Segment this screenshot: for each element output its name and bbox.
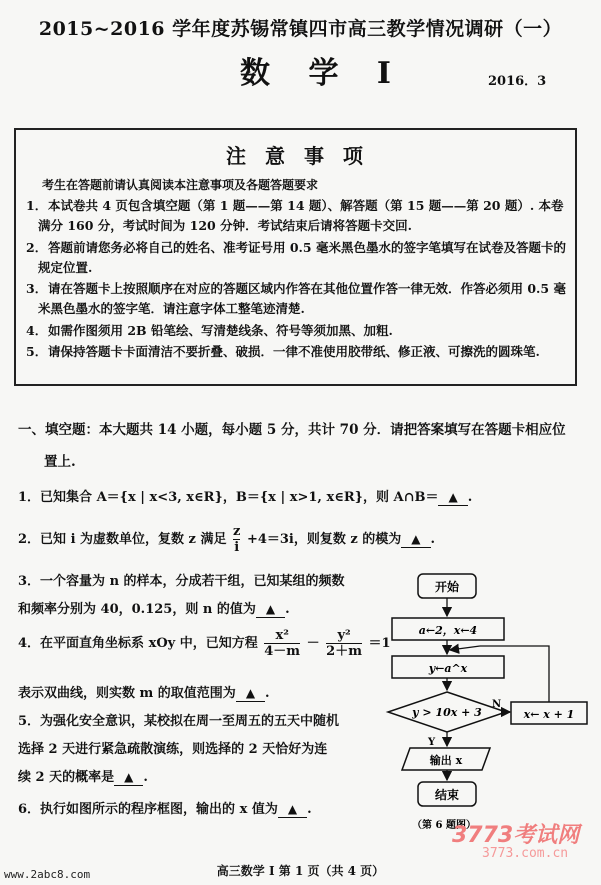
section-heading [18,414,578,478]
end-label: 结束 [434,788,460,802]
question-6: 6．执行如图所示的程序框图，输出的 x 值为 ▲ . [18,802,312,817]
notice-item [26,342,566,362]
watermark-logo: 3773考试网 [452,823,580,848]
question-6-text: 6．执行如图所示的程序框图，输出的 x 值为 [18,802,278,817]
question-2-pre: 2．已知 i 为虚数单位，复数 z 满足 [18,532,227,547]
question-2-post: +4＝3i，则复数 z 的模为 [246,532,402,547]
fraction-numerator: y² [326,628,362,644]
notice-item-number: 1． [26,198,48,213]
blank-triangle-icon: ▲ [448,490,458,504]
fraction-numerator: x² [264,628,300,644]
fraction-numerator: z [233,524,241,539]
question-5-line3: 续 2 天的概率是 ▲ . [18,770,148,785]
answer-blank [438,490,467,506]
answer-blank [401,532,430,548]
fraction-denominator: i [234,540,240,555]
fraction-z-over-i [233,524,240,555]
notice-box [14,128,577,386]
question-4-line2: 表示双曲线，则实数 m 的取值范围为 ▲ . [18,686,270,701]
question-4-line1 [18,628,391,659]
answer-blank [278,802,307,818]
blank-triangle-icon: ▲ [265,602,276,616]
notice-intro: 考生在答题前请认真阅读本注意事项及各题答题要求 [42,178,319,192]
start-label: 开始 [434,580,460,594]
question-4-pre: 4．在平面直角坐标系 xOy 中，已知方程 [18,636,258,651]
question-4-text: 表示双曲线，则实数 m 的取值范围为 [18,686,236,701]
fraction-denominator: 2＋m [326,644,362,659]
question-5-line1: 5．为强化安全意识，某校拟在周一至周五的五天中随机 [18,714,340,729]
question-3-line1: 3．一个容量为 n 的样本，分成若干组，已知某组的频数 [18,574,345,589]
answer-blank [236,686,265,702]
notice-item-number: 4． [26,322,48,338]
answer-blank [256,602,285,618]
minus-sign: － [306,636,320,651]
notice-item [26,279,566,319]
page-footer: 高三数学 I 第 1 页（共 4 页） [216,864,385,878]
notice-item-number: 5． [26,344,48,359]
notice-item-text: 答题前请您务必将自己的姓名、准考证号用 0.5 毫米黑色墨水的签字笔填写在试卷及答题卡的规定位置. [38,239,566,275]
condition-label: y > 10x + 3 [412,706,482,719]
output-label: 输出 x [429,754,463,767]
question-2: 2．已知 i 为虚数单位，复数 z 满足 $\frac{z}{i}$ +4＝3i，则复数 z 的模为 ▲ . [18,524,436,555]
notice-item-number: 2． [26,239,48,255]
blank-triangle-icon: ▲ [411,532,421,546]
notice-item-text: 本试卷共 4 页包含填空题（第 1 题——第 14 题）、解答题（第 15 题——第 20 题）. 本卷满分 160 分，考试时间为 120 分钟．考试结束后请将答题卡交回. [38,198,564,233]
init-label: a←2，x←4 [418,624,478,637]
flowchart-caption: （第 6 题图） [412,820,476,831]
question-5-line2: 选择 2 天进行紧急疏散演练，则选择的 2 天恰好为连 [18,742,328,757]
notice-item-number: 3． [26,281,48,296]
notice-item-text: 请在答题卡上按照顺序在对应的答题区域内作答在其他位置作答一律无效．作答必须用 0.5 毫米黑色墨水的签字笔．请注意字体工整笔迹清楚. [38,281,566,316]
watermark-left: www.2abc8.com [4,868,91,881]
subject-heading: 数 学 I [240,56,405,91]
section-heading-line2: 置上. [44,454,76,470]
notice-title: 注 意 事 项 [226,144,369,168]
yes-label: Y [428,737,436,748]
flowchart [380,570,595,840]
blank-triangle-icon: ▲ [287,802,298,816]
blank-triangle-icon: ▲ [245,686,256,700]
question-3-line2: 和频率分别为 40，0.125，则 n 的值为 ▲ . [18,602,290,617]
update-label: x← x + 1 [523,708,575,721]
blank-triangle-icon: ▲ [124,770,134,784]
question-5-text: 续 2 天的概率是 [18,770,115,785]
fraction-x2 [264,628,300,659]
answer-blank [114,770,143,786]
equals-one: ＝1 [368,636,391,651]
question-1-text: 1．已知集合 A＝{x | x<3, x∈R}，B＝{x | x>1, x∈R}，则 A∩B＝ [18,490,439,505]
notice-list [26,196,566,364]
notice-item [26,238,566,278]
no-label: N [492,699,502,710]
watermark-url: 3773.com.cn [482,846,569,861]
assign-label: y←a^x [428,662,468,675]
notice-item-text: 如需作图须用 2B 铅笔绘、写清楚线条、符号等须加黑、加粗. [48,322,393,338]
fraction-denominator: 4－m [264,644,301,659]
notice-item [26,196,566,236]
section-heading-line1: 一、填空题：本大题共 14 小题，每小题 5 分，共计 70 分．请把答案填写在答题卡相应位 [18,422,566,438]
exam-date: 2016．3 [488,74,547,89]
paper-title: 2015~2016 学年度苏锡常镇四市高三教学情况调研（一） [38,18,563,40]
question-1: 1．已知集合 A＝{x | x<3, x∈R}，B＝{x | x>1, x∈R}，则 A∩B＝ ▲ . [18,490,473,505]
notice-item-text: 请保持答题卡卡面清洁不要折叠、破损．一律不准使用胶带纸、修正液、可擦洗的圆珠笔. [48,344,540,359]
notice-item [26,321,566,341]
fraction-y2 [326,628,362,659]
question-3-text: 和频率分别为 40，0.125，则 n 的值为 [18,602,256,617]
